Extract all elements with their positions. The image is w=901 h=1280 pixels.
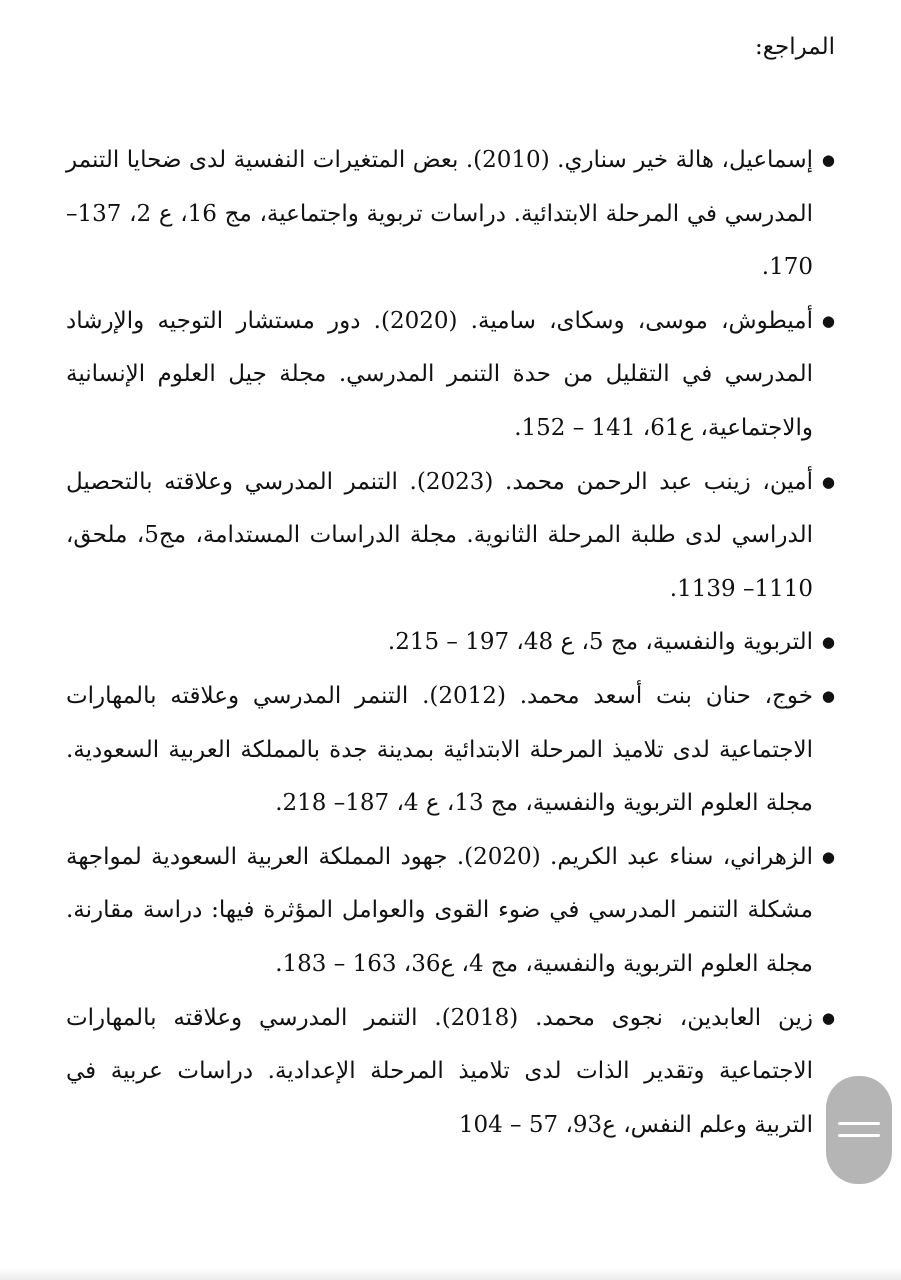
references-heading: المراجع: [755,34,835,60]
bullet-icon: ● [821,847,835,866]
reference-item [66,831,835,992]
reference-text: التربوية والنفسية، مج 5، ع 48، 197 – 215. [387,629,813,656]
reference-item [66,616,835,670]
bottom-edge-shadow [0,1268,901,1280]
menu-icon-bar-top [838,1122,880,1125]
reference-text: إسماعيل، هالة خير سناري. (2010). بعض المتغيرات النفسية لدى ضحايا التنمر المدرسي في المرحلة الابتدائية. دراسات تربوية واجتماعية، مج 16، ع 2، 137– 170. [66,147,814,281]
reference-text: أمين، زينب عبد الرحمن محمد. (2023). التنمر المدرسي وعلاقته بالتحصيل الدراسي لدى طلبة المرحلة الثانوية. مجلة الدراسات المستدامة، مج5، ملحق، 1110– 1139. [66,468,813,602]
bullet-icon: ● [821,633,835,652]
reference-text: زين العابدين، نجوى محمد. (2018). التنمر المدرسي وعلاقته بالمهارات الاجتماعية وتقدير الذات لدى تلاميذ المرحلة الإعدادية. دراسات عربية في التربية وعلم النفس، ع93، 57 – 104 [66,1004,813,1138]
bullet-icon: ● [821,686,835,705]
references-list [66,134,835,1152]
bullet-icon: ● [821,1008,835,1027]
bullet-icon: ● [821,472,835,491]
reference-text: خوج، حنان بنت أسعد محمد. (2012). التنمر المدرسي وعلاقته بالمهارات الاجتماعية لدى تلاميذ المرحلة الابتدائية بمدينة جدة بالمملكة العربية السعودية. مجلة العلوم التربوية والنفسية، مج 13، ع 4، 187– 218. [66,682,814,817]
reference-item [66,134,835,295]
reference-item [66,670,835,831]
reference-item [66,295,835,456]
bullet-icon: ● [821,311,835,330]
menu-icon-bar-bottom [838,1134,880,1137]
reference-item [66,456,835,617]
reference-item [66,992,835,1153]
bullet-icon: ● [821,151,835,169]
reference-text: أميطوش، موسى، وسكاى، سامية. (2020). دور مستشار التوجيه والإرشاد المدرسي في التقليل من حدة التنمر المدرسي. مجلة جيل العلوم الإنسانية والاجتماعية، ع61، 141 – 152. [66,307,813,441]
reference-text: الزهراني، سناء عبد الكريم. (2020). جهود المملكة العربية السعودية لمواجهة مشكلة التنمر المدرسي في ضوء القوى والعوامل المؤثرة فيها: دراسة مقارنة. مجلة العلوم التربوية والنفسية، مج 4، ع36، 163 – 183. [66,843,814,977]
menu-button[interactable] [826,1076,892,1184]
